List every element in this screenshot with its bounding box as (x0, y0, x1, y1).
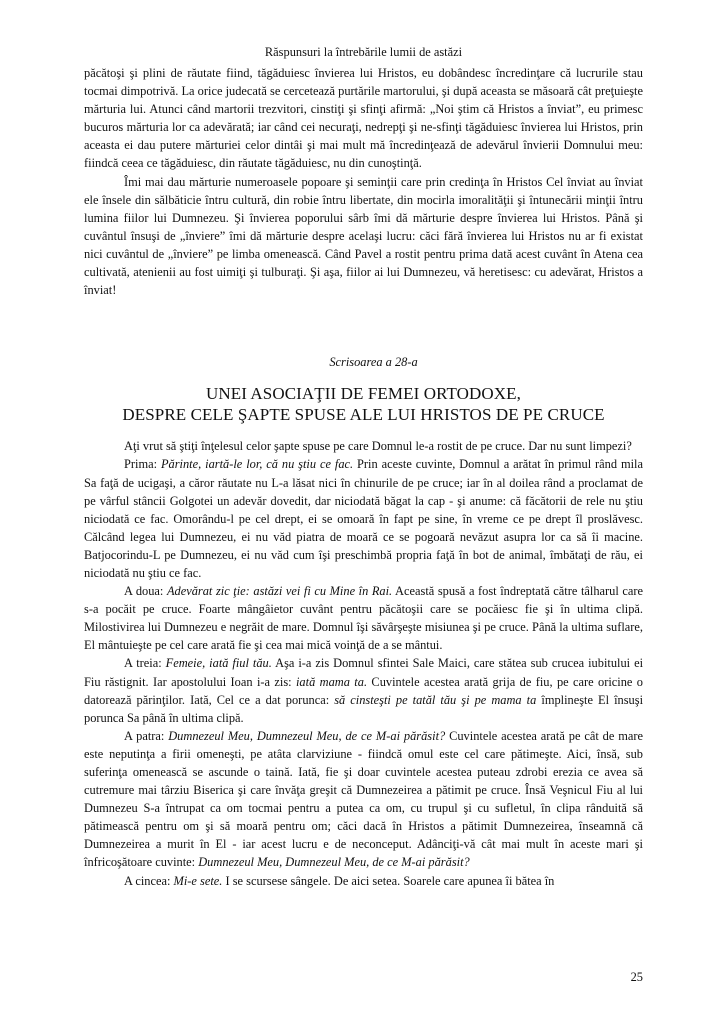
paragraph-text: Aţi vrut să ştiţi înţelesul celor şapte spuse pe care Domnul le-a rostit de pe cruce. Dar nu sunt limpezi? (124, 439, 632, 454)
saying-text: Cuvintele acestea arată pe cât de mare este neputinţa a firii omeneşti, pe atâta clarviziune - fiindcă omul este cel care pătimeşte. Aici, însă, sub suferinţa omenească se ascunde o taină. Iată, fie şi doar cuvintele acestea puteau zdrobi erezia ce avea să cutremure mai târziu Biserica şi care învăţa greşit că Dumnezeirea a pătimit pe cruce. Însă Veşnicul Fiu al lui Dumnezeu S-a întrupat ca om tocmai pentru a putea ca om, cu trupul şi cu sufletul, în clipa rânduită să pătimească pentru om şi să moară pentru om; căci dacă în Hristos a pătimit Dumnezeirea, înseamnă că Dumnezeirea a murit în El - iar acest lucru e de neconceput. Adânciţi-vă cât mai mult în aceste mari şi înfricoşătoare cuvinte: (84, 728, 643, 870)
letter-number: Scrisoarea a 28-a (329, 355, 418, 370)
saying-fifth (84, 872, 643, 890)
saying-lead: A doua: (124, 584, 167, 599)
saying-third (84, 654, 643, 726)
saying-quote: Mi-e sete. (173, 873, 223, 888)
saying-text: I se scursese sângele. De aici setea. Soarele care apunea îi bătea în (222, 873, 555, 888)
saying-lead: A cincea: (124, 873, 174, 888)
running-head: Răspunsuri la întrebările lumii de astăzi (264, 45, 463, 59)
saying-second (84, 582, 643, 654)
intro-paragraph-2: Îmi mai dau mărturie numeroasele popoare şi seminţii care prin credinţa în Hristos Cel înviat au înviat ele însele din sălbăticie întru cultură, din robie întru libertate, din mocirla imoralităţii şi întunecării minţii întru lumina fiilor lui Dumnezeu. Şi învierea poporului sârb îmi dă mărturie despre învierea lui Hristos. Până şi cuvântul însuşi de „înviere” îmi dă mărturie despre acelaşi lucru: căci fără învierea lui Hristos nu ar fi existat nici cuvântul de „înviere” pe limba omenească. Când Pavel a rostit pentru prima dată acest cuvânt în Atena cea cultivată, atenienii au fost uimiţi şi tulburaţi. Şi aşa, fiilor ai lui Dumnezeu, vă heretisesc: cu adevărat, Hristos a înviat! (84, 174, 643, 298)
saying-text: Această spusă a fost îndreptată către tâlharul care s-a pocăit pe cruce. Foarte mângâietor cuvânt pentru păcătoşii care se pocăiesc fie şi în ultima clipă. Milostivirea lui Dumnezeu e negrăit de mare. Domnul îşi săvârşeşte misiunea şi pe cruce. Până la ultima suflare, El mântuieşte pe cel care arată fie şi cea mai mică voinţă de a se mântui. (84, 584, 643, 653)
saying-text: Cuvintele acestea arată grija de fiu, pe care oricine o datorează părinţilor. Iată, Cel ce a dat porunca: (84, 674, 643, 707)
saying-text: Aşa i-a zis Domnul sfintei Sale Maici, care stătea sub crucea iubitului ei Fiu răstignit. Iar apostolului Ioan i-a zis: (84, 656, 644, 689)
saying-quote: Dumnezeul Meu, Dumnezeul Meu, de ce M-ai părăsit? (198, 855, 470, 870)
saying-text: Prin aceste cuvinte, Domnul a arătat în primul rând mila Sa faţă de ucigaşi, a căror răutate nu L-a lăsat nici în chinurile de pe cruce; iar în al doilea rând a proclamat de pe vârful stâncii Golgotei un adevăr dovedit, dar niciodată băgat la cap - şi anume: că făcătorii de rele nu ştiu niciodată ce fac. Omorându-l pe cel drept, ei se omoară în fapt pe sine, în vreme ce pe drept îl proslăvesc. Călcând legea lui Dumnezeu, ei nu văd piatra de moară ce se pogoară nevăzut asupra lor ca să îi macine. Batjocorindu-L pe Dumnezeu, ei nu văd cum îşi preschimbă propria faţă în bot de animal, îmbătaţi de rău, ei niciodată nu ştiu ce fac. (84, 457, 643, 580)
letter-heading-line2: DESPRE CELE ŞAPTE SPUSE ALE LUI HRISTOS DE PE CRUCE (122, 405, 605, 425)
saying-quote: Dumnezeul Meu, Dumnezeul Meu, de ce M-ai părăsit? (168, 728, 446, 743)
saying-fourth (84, 727, 643, 872)
saying-quote: Părinte, iartă-le lor, că nu ştiu ce fac. (160, 457, 354, 472)
spacer (84, 299, 643, 353)
body-paragraph-intro (84, 437, 643, 455)
spacer (84, 425, 643, 437)
page-number: 25 (630, 970, 643, 984)
saying-lead: A patra: (124, 728, 169, 743)
spacer (84, 371, 643, 383)
intro-paragraph-1: păcătoşi şi plini de răutate fiind, tăgăduiesc învierea lui Hristos, eu dobândesc încredinţare că lucrurile stau tocmai dimpotrivă. La orice judecată se cercetează purtările martorului, şi după aceasta se măsoară cât preţuieşte mărturia lui. Atunci când martorii trezvitori, cinstiţi şi sfinţi afirmă: „Noi ştim că Hristos a înviat”, eu primesc bucuros mărturia lor ca adevărată; iar când cei necuraţi, nedrepţi şi ne-sfinţi tăgăduiesc învierea lui Hristos, prin aceasta ei dau putere mărturiei celor dintâi şi mai mult mă încredinţează de adevărul învierii Domnului meu: fiindcă ceea ce tăgăduiesc, din răutate tăgăduiesc, nu din cunoştinţă. (84, 66, 643, 171)
saying-text: împlineşte El însuşi porunca Sa până în ultima clipă. (84, 692, 644, 725)
letter-heading-line1: UNEI ASOCIAŢII DE FEMEI ORTODOXE, (205, 384, 522, 404)
saying-quote: Adevărat zic ţie: astăzi vei fi cu Mine în Rai. (166, 584, 393, 599)
saying-quote: Femeie, iată fiul tău. (165, 656, 272, 671)
saying-lead: A treia: (124, 656, 166, 671)
page-body (84, 44, 643, 890)
saying-first (84, 455, 643, 582)
saying-quote: să cinsteşti pe tatăl tău şi pe mama ta (334, 692, 537, 707)
saying-quote: iată mama ta. (295, 674, 368, 689)
saying-lead: Prima: (124, 457, 161, 472)
